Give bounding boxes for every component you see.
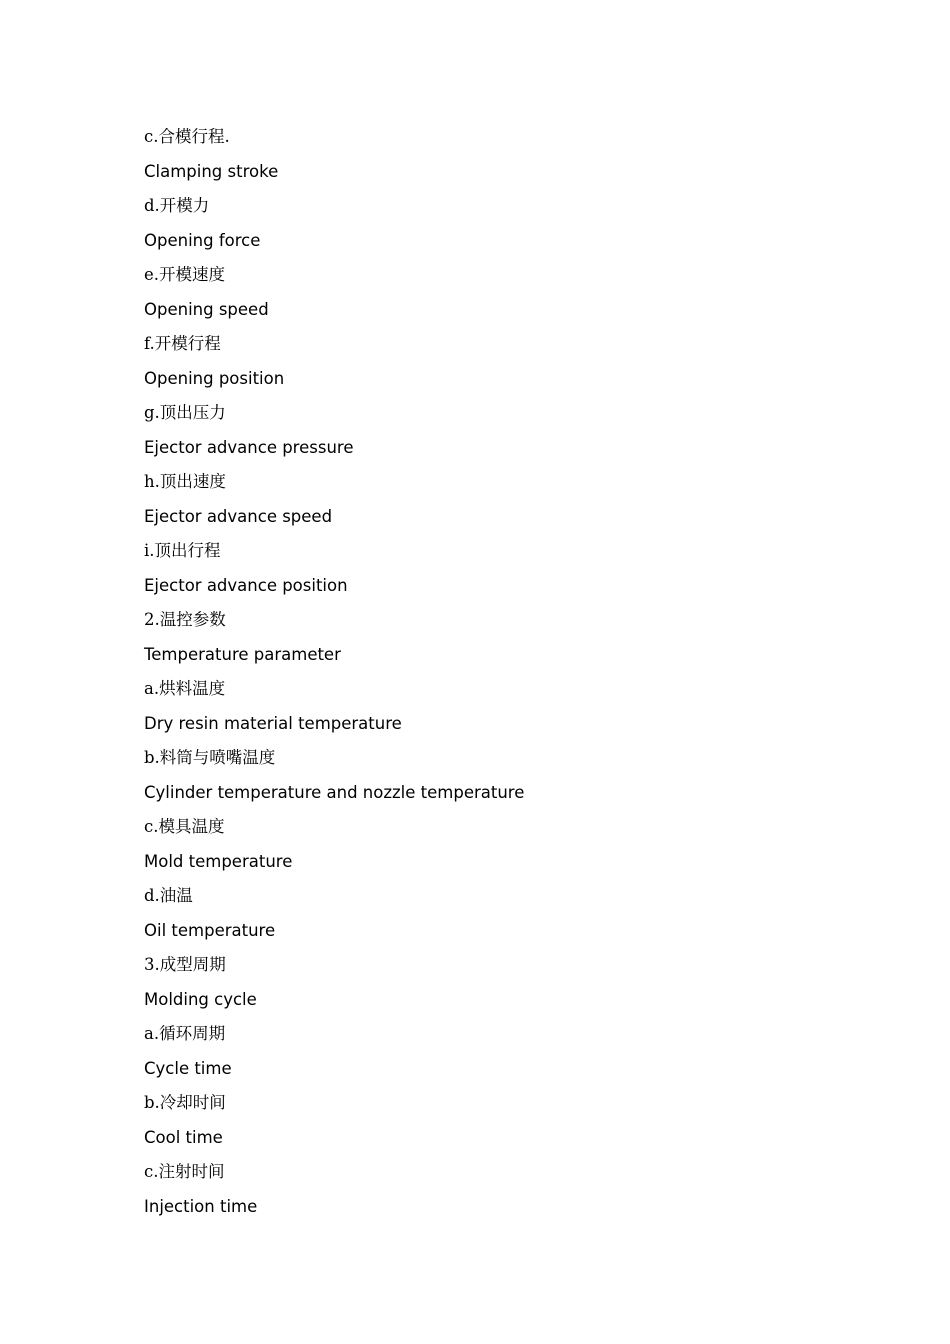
term-en-ejector-speed: Ejector advance speed — [144, 506, 333, 526]
term-zh-ejector-position: i.顶出行程 — [144, 541, 221, 560]
term-zh-opening-speed: e.开模速度 — [144, 265, 226, 284]
term-en-opening-force: Opening force — [144, 230, 261, 250]
term-zh-opening-position: f.开模行程 — [144, 334, 221, 353]
term-zh-clamping-stroke: c.合模行程. — [144, 127, 230, 146]
term-zh-ejector-speed: h.顶出速度 — [144, 472, 226, 491]
term-en-mold-temperature: Mold temperature — [144, 851, 293, 871]
term-en-injection-time: Injection time — [144, 1196, 258, 1216]
section-zh-temperature-parameter: 2.温控参数 — [144, 610, 226, 629]
term-zh-opening-force: d.开模力 — [144, 196, 210, 215]
section-en-temperature-parameter: Temperature parameter — [144, 644, 341, 664]
term-en-cycle-time: Cycle time — [144, 1058, 232, 1078]
term-en-opening-position: Opening position — [144, 368, 285, 388]
term-zh-injection-time: c.注射时间 — [144, 1162, 225, 1181]
term-zh-cool-time: b.冷却时间 — [144, 1093, 226, 1112]
term-en-cool-time: Cool time — [144, 1127, 223, 1147]
term-en-clamping-stroke: Clamping stroke — [144, 161, 279, 181]
term-zh-mold-temperature: c.模具温度 — [144, 817, 225, 836]
section-zh-molding-cycle: 3.成型周期 — [144, 955, 226, 974]
term-en-ejector-pressure: Ejector advance pressure — [144, 437, 354, 457]
term-zh-cycle-time: a.循环周期 — [144, 1024, 226, 1043]
section-en-molding-cycle: Molding cycle — [144, 989, 257, 1009]
term-en-oil-temperature: Oil temperature — [144, 920, 276, 940]
term-zh-ejector-pressure: g.顶出压力 — [144, 403, 226, 422]
term-zh-oil-temperature: d.油温 — [144, 886, 193, 905]
document-page — [144, 120, 844, 1224]
term-en-dry-resin-temperature: Dry resin material temperature — [144, 713, 402, 733]
term-zh-dry-resin-temperature: a.烘料温度 — [144, 679, 226, 698]
term-zh-cylinder-nozzle-temperature: b.料筒与喷嘴温度 — [144, 748, 276, 767]
term-en-cylinder-nozzle-temperature: Cylinder temperature and nozzle temperature — [144, 782, 525, 802]
term-en-opening-speed: Opening speed — [144, 299, 269, 319]
term-en-ejector-position: Ejector advance position — [144, 575, 348, 595]
